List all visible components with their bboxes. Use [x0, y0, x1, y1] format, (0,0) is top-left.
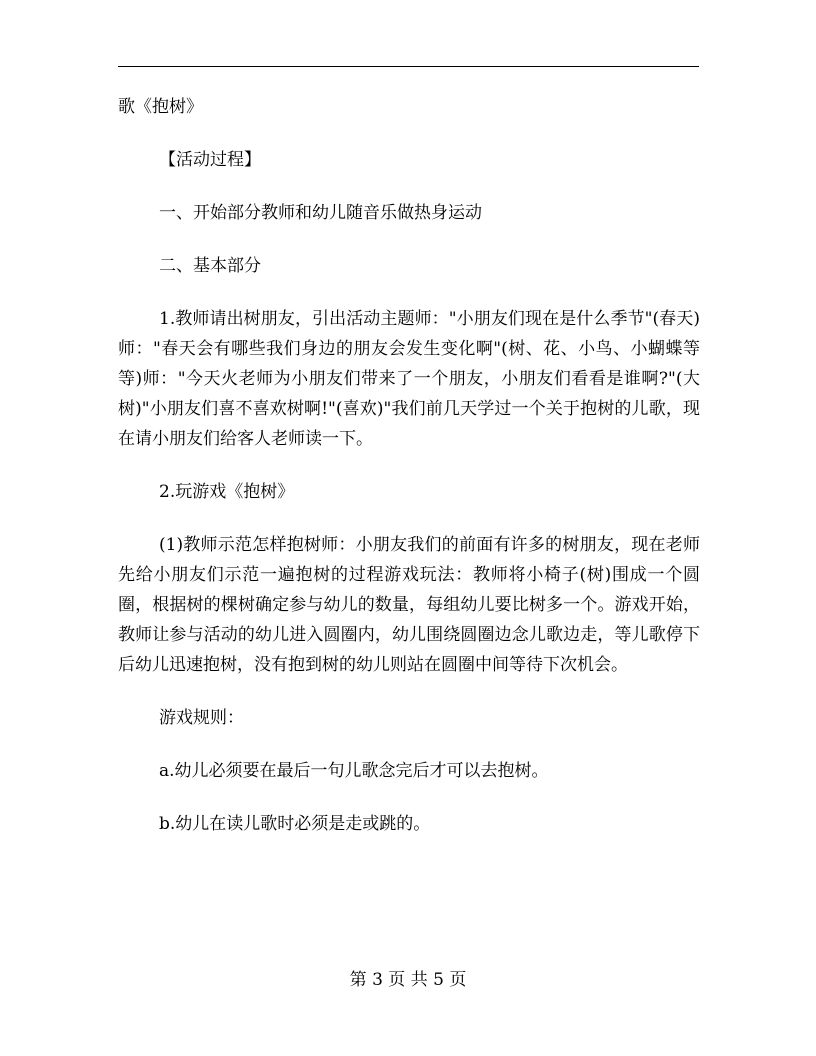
section-heading-activity-process: 【活动过程】 — [159, 150, 261, 170]
game-heading: 2.玩游戏《抱树》 — [159, 482, 295, 502]
rule-a: a.幼儿必须要在最后一句儿歌念完后才可以去抱树。 — [159, 761, 549, 781]
step-one-warmup: 一、开始部分教师和幼儿随音乐做热身运动 — [159, 203, 482, 223]
continued-title: 歌《抱树》 — [118, 97, 203, 117]
header-rule — [118, 66, 699, 67]
page-number-footer: 第 3 页 共 5 页 — [349, 970, 467, 990]
rule-b: b.幼儿在读儿歌时必须是走或跳的。 — [159, 814, 431, 834]
paragraph-tree-friend-intro: 1.教师请出树朋友，引出活动主题师："小朋友们现在是什么季节"(春天)师："春天会有哪些我们身边的朋友会发生变化啊"(树、花、小鸟、小蝴蝶等等)师："今天火老师为小朋友们带来了一个朋友，小朋友们看看是谁啊?"(大树)"小朋友们喜不喜欢树啊!"(喜欢)"我们前几天学过一个关于抱树的儿歌，现在请小朋友们给客人老师读一下。 — [118, 309, 700, 449]
game-rules-label: 游戏规则： — [159, 708, 244, 728]
paragraph-game-demo: (1)教师示范怎样抱树师：小朋友我们的前面有许多的树朋友，现在老师先给小朋友们示范一遍抱树的过程游戏玩法：教师将小椅子(树)围成一个圆圈，根据树的棵树确定参与幼儿的数量，每组幼儿要比树多一个。游戏开始，教师让参与活动的幼儿进入圆圈内，幼儿围绕圆圈边念儿歌边走，等儿歌停下后幼儿迅速抱树，没有抱到树的幼儿则站在圆圈中间等待下次机会。 — [118, 535, 700, 675]
document-body — [118, 92, 700, 839]
step-two-heading: 二、基本部分 — [159, 256, 261, 276]
